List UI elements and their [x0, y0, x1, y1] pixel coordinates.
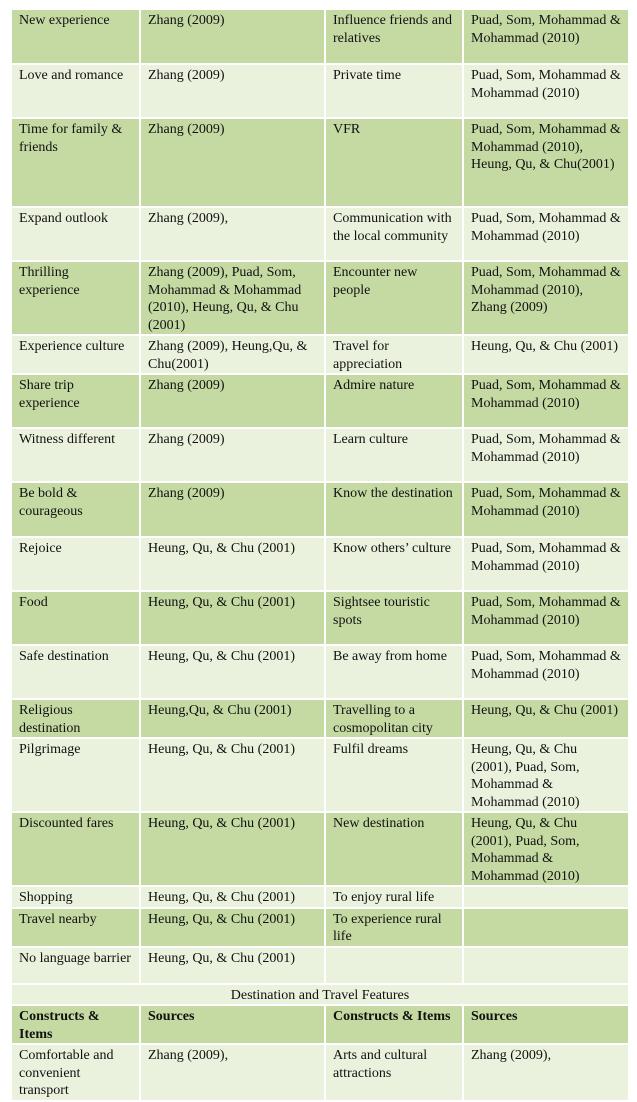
table-cell: Expand outlook [11, 207, 140, 261]
table-cell: Puad, Som, Mohammad & Mohammad (2010) [463, 207, 629, 261]
table-row [11, 812, 629, 886]
table-cell: Learn culture [325, 428, 463, 482]
table-cell: Share trip experience [11, 374, 140, 428]
table-row [11, 947, 629, 984]
table-cell: New experience [11, 9, 140, 64]
table-row [11, 428, 629, 482]
table-cell: Safe destination [11, 645, 140, 699]
table-cell: Communication with the local community [325, 207, 463, 261]
table-cell: Be away from home [325, 645, 463, 699]
table-cell [325, 947, 463, 984]
table-row [11, 261, 629, 335]
table-row [11, 886, 629, 908]
table-cell: Heung, Qu, & Chu (2001) [463, 335, 629, 374]
table-row [11, 699, 629, 738]
table-row [11, 482, 629, 537]
table-cell: Zhang (2009) [140, 9, 325, 64]
table-cell: Discounted fares [11, 812, 140, 886]
table-cell: Puad, Som, Mohammad & Mohammad (2010) [463, 64, 629, 118]
table-cell: Know others’ culture [325, 537, 463, 591]
table-cell: Heung, Qu, & Chu (2001) [140, 812, 325, 886]
table-row [11, 645, 629, 699]
table-cell: Puad, Som, Mohammad & Mohammad (2010) [463, 9, 629, 64]
table-cell: Arts and cultural attractions [325, 1044, 463, 1101]
table-cell: Witness different [11, 428, 140, 482]
table-cell: Heung, Qu, & Chu (2001) [140, 645, 325, 699]
table-cell: Heung, Qu, & Chu (2001) [463, 699, 629, 738]
table-cell: Puad, Som, Mohammad & Mohammad (2010) [463, 428, 629, 482]
table-cell: Sightsee touristic spots [325, 591, 463, 645]
table-cell: To experience rural life [325, 908, 463, 947]
table-cell: Religious destination [11, 699, 140, 738]
table-cell: Time for family & friends [11, 118, 140, 207]
table-row [11, 64, 629, 118]
table-cell: Puad, Som, Mohammad & Mohammad (2010), Zhang (2009) [463, 261, 629, 335]
table-cell: Heung, Qu, & Chu (2001), Puad, Som, Mohammad & Mohammad (2010) [463, 812, 629, 886]
table-row [11, 908, 629, 947]
table-row [11, 591, 629, 645]
table-row [11, 335, 629, 374]
table-cell: Heung, Qu, & Chu (2001) [140, 537, 325, 591]
table-body [11, 9, 629, 1101]
table-cell: Puad, Som, Mohammad & Mohammad (2010) [463, 482, 629, 537]
table-cell: Zhang (2009) [140, 482, 325, 537]
table-cell: Zhang (2009) [140, 428, 325, 482]
table-cell: Influence friends and relatives [325, 9, 463, 64]
table-cell [463, 947, 629, 984]
table-cell: Encounter new people [325, 261, 463, 335]
table-cell: Heung, Qu, & Chu (2001) [140, 908, 325, 947]
table-cell: To enjoy rural life [325, 886, 463, 908]
table-cell: Heung, Qu, & Chu (2001) [140, 947, 325, 984]
table-cell: Heung, Qu, & Chu (2001), Puad, Som, Mohammad & Mohammad (2010) [463, 738, 629, 812]
table-cell: Travel nearby [11, 908, 140, 947]
table-cell [463, 908, 629, 947]
table-cell: Shopping [11, 886, 140, 908]
table-cell: Food [11, 591, 140, 645]
section-title: Destination and Travel Features [11, 984, 629, 1006]
table-cell: Pilgrimage [11, 738, 140, 812]
table-cell: Fulfil dreams [325, 738, 463, 812]
table-cell: Zhang (2009), Heung,Qu, & Chu(2001) [140, 335, 325, 374]
table-cell: Be bold & courageous [11, 482, 140, 537]
section-title-row [11, 984, 629, 1006]
table-cell: Puad, Som, Mohammad & Mohammad (2010) [463, 591, 629, 645]
table-cell: Comfortable and convenient transport [11, 1044, 140, 1101]
table-cell: Know the destination [325, 482, 463, 537]
table-cell: Travelling to a cosmopolitan city [325, 699, 463, 738]
constructs-sources-table [10, 8, 630, 1102]
table-cell: Zhang (2009) [140, 374, 325, 428]
table-cell: Zhang (2009), [140, 207, 325, 261]
table-row [11, 1044, 629, 1101]
table-row [11, 118, 629, 207]
table-row [11, 374, 629, 428]
table-cell: Puad, Som, Mohammad & Mohammad (2010) [463, 537, 629, 591]
table-cell: Puad, Som, Mohammad & Mohammad (2010), Heung, Qu, & Chu(2001) [463, 118, 629, 207]
table-cell: Puad, Som, Mohammad & Mohammad (2010) [463, 645, 629, 699]
table-row [11, 207, 629, 261]
table-cell: VFR [325, 118, 463, 207]
table-header-row [11, 1005, 629, 1044]
table-cell: Heung, Qu, & Chu (2001) [140, 886, 325, 908]
table-cell: Zhang (2009), [463, 1044, 629, 1101]
table-cell: Rejoice [11, 537, 140, 591]
table-cell: Heung, Qu, & Chu (2001) [140, 591, 325, 645]
table-cell: Travel for appreciation [325, 335, 463, 374]
table-cell: Heung, Qu, & Chu (2001) [140, 738, 325, 812]
table-cell: Puad, Som, Mohammad & Mohammad (2010) [463, 374, 629, 428]
table-cell: Zhang (2009) [140, 64, 325, 118]
table-cell: Constructs & Items [11, 1005, 140, 1044]
table-cell: Zhang (2009), Puad, Som, Mohammad & Mohammad (2010), Heung, Qu, & Chu (2001) [140, 261, 325, 335]
table-cell: Love and romance [11, 64, 140, 118]
table-cell: Sources [463, 1005, 629, 1044]
table-cell: Zhang (2009), [140, 1044, 325, 1101]
table-cell: Sources [140, 1005, 325, 1044]
table-row [11, 537, 629, 591]
table-cell: Thrilling experience [11, 261, 140, 335]
table-cell: Experience culture [11, 335, 140, 374]
table-cell: New destination [325, 812, 463, 886]
table-cell: Admire nature [325, 374, 463, 428]
table-row [11, 738, 629, 812]
table-cell: Heung,Qu, & Chu (2001) [140, 699, 325, 738]
table-cell: Private time [325, 64, 463, 118]
table-cell: No language barrier [11, 947, 140, 984]
table-cell: Zhang (2009) [140, 118, 325, 207]
table-cell: Constructs & Items [325, 1005, 463, 1044]
table-cell [463, 886, 629, 908]
table-row [11, 9, 629, 64]
